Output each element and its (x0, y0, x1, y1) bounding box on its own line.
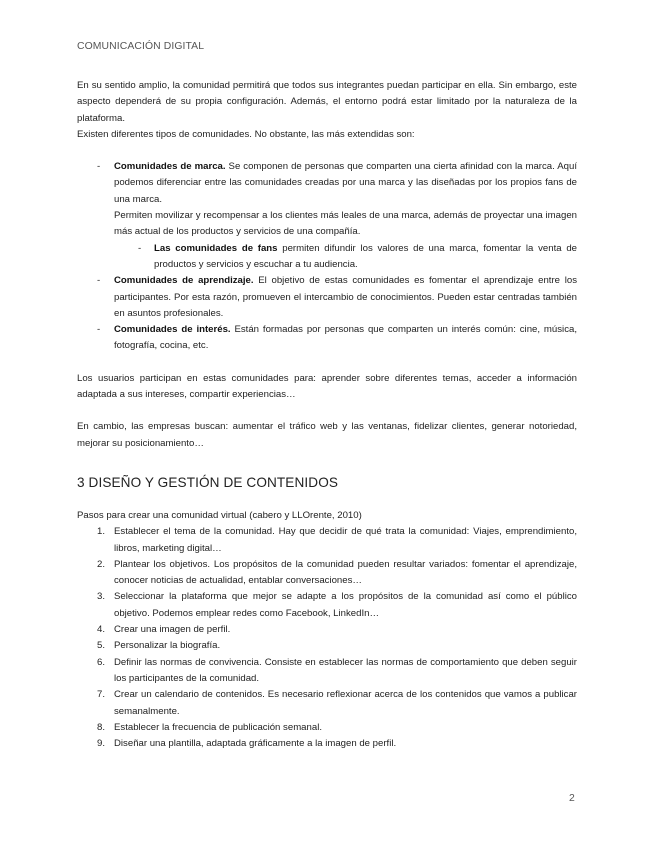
companies-paragraph: En cambio, las empresas buscan: aumentar el tráfico web y las ventanas, fidelizar clientes, generar notoriedad, mejorar su posicionamiento… (77, 421, 577, 449)
running-header: COMUNICACIÓN DIGITAL (77, 41, 205, 52)
list-item-brand (77, 159, 577, 208)
page-number: 2 (569, 793, 575, 804)
item-title: Comunidades de interés. (114, 324, 231, 336)
step-item: 1. Establecer el tema de la comunidad. Hay que decidir de qué trata la comunidad: Viajes, emprendimiento, libros, marketing digital… (97, 526, 577, 554)
types-intro: Existen diferentes tipos de comunidades. No obstante, las más extendidas son: (77, 128, 415, 140)
item-text: El objetivo de estas comunidades es fomentar el aprendizaje entre los participantes. Por esta razón, promueven el intercambio de conocimientos. Pueden estar centradas también en asuntos profesionales. (114, 275, 577, 319)
intro-paragraph: En su sentido amplio, la comunidad permitirá que todos sus integrantes puedan participar en ella. Sin embargo, este aspecto dependerá de su propia configuración. Además, el entorno podrá estar limitado por la naturaleza de la plataforma. (77, 80, 577, 124)
item-title: Comunidades de aprendizaje. (114, 275, 254, 287)
list-item-brand-extra: Permiten movilizar y recompensar a los clientes más leales de una marca, además de proyectar una imagen más actual de los productos y servicios de una compañía. (114, 210, 577, 238)
step-item: 6. Definir las normas de convivencia. Consiste en establecer las normas de comportamiento que deben seguir los participantes de la comunidad. (97, 656, 577, 684)
steps-list (77, 524, 577, 752)
item-title: Las comunidades de fans (154, 242, 278, 254)
item-text: Se componen de personas que comparten una cierta afinidad con la marca. Aquí podemos diferenciar entre las comunidades creadas por una marca y las diseñadas por los propios fans de una marca. (114, 161, 577, 205)
steps-intro: Pasos para crear una comunidad virtual (cabero y LLOrente, 2010) (77, 509, 362, 521)
step-item: 4. Crear una imagen de perfil. (97, 624, 231, 636)
step-item: 9. Diseñar una plantilla, adaptada gráficamente a la imagen de perfil. (97, 738, 397, 750)
item-title: Comunidades de marca. (114, 161, 226, 173)
step-item: 7. Crear un calendario de contenidos. Es necesario reflexionar acerca de los contenidos que vamos a publicar semanalmente. (97, 689, 577, 717)
step-item: 8. Establecer la frecuencia de publicación semanal. (97, 721, 322, 733)
list-item-interest (77, 322, 577, 355)
sublist-item-fans (77, 241, 577, 274)
item-text: Están formadas por personas que comparten un interés común: cine, música, fotografía, cocina, etc. (114, 324, 577, 352)
step-item: 3. Seleccionar la plataforma que mejor se adapte a los propósitos de la comunidad así como el público objetivo. Podemos emplear redes como Facebook, LinkedIn… (97, 591, 577, 619)
section-heading: 3 DISEÑO Y GESTIÓN DE CONTENIDOS (77, 474, 339, 490)
step-item: 2. Plantear los objetivos. Los propósitos de la comunidad pueden resultar variados: fomentar el aprendizaje, conocer noticias de actualidad, entablar conversaciones… (97, 558, 577, 587)
item-text: permiten difundir los valores de una marca, fomentar la venta de productos y servicios y escuchar a tu audiencia. (154, 242, 577, 270)
page-body (77, 78, 577, 752)
users-paragraph: Los usuarios participan en estas comunidades para: aprender sobre diferentes temas, acceder a información adaptada a sus intereses, compartir experiencias… (77, 372, 577, 401)
step-item: 5. Personalizar la biografía. (97, 640, 221, 652)
list-item-learning (77, 273, 577, 322)
